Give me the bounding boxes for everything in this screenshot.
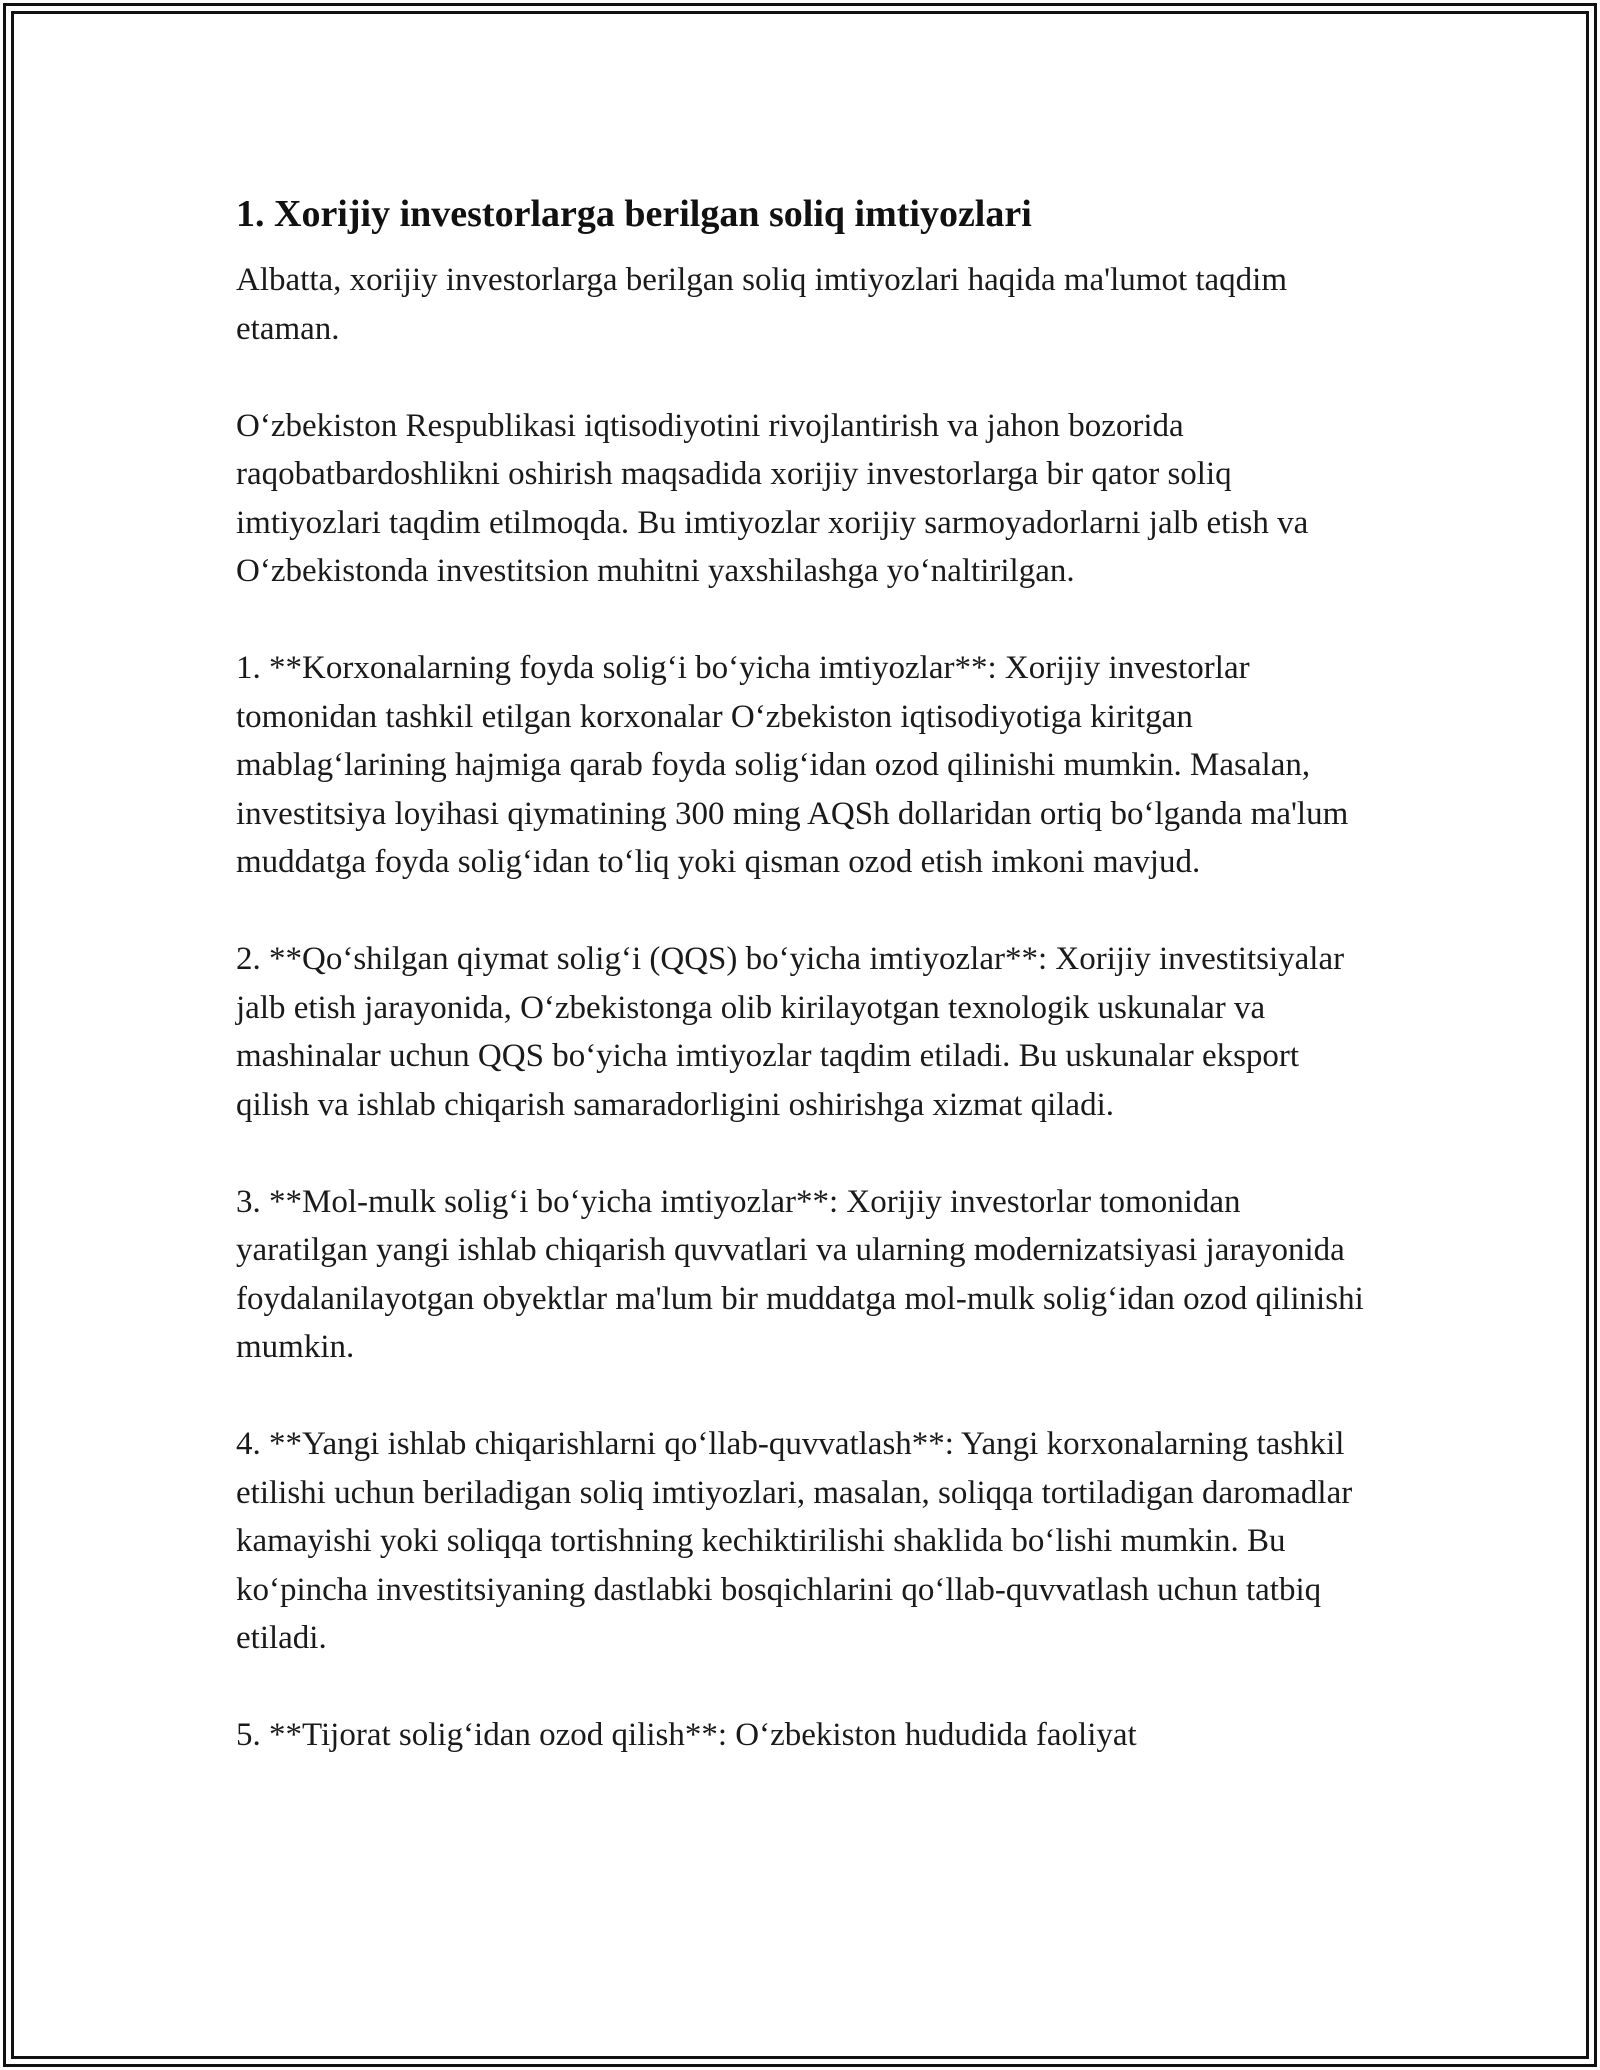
- context-paragraph: O‘zbekiston Respublikasi iqtisodiyotini rivojlantirish va jahon bozorida raqobatbardoshlikni oshirish maqsadida xorijiy investorlarga bir qator soliq imtiyozlari taqdim etilmoqda. Bu imtiyozlar xorijiy sarmoyadorlarni jalb etish va O‘zbekistonda investitsion muhitni yaxshilashga yo‘naltirilgan.: [236, 407, 1309, 589]
- document-body: [236, 188, 1376, 1760]
- list-item-commercial-tax: 5. **Tijorat solig‘idan ozod qilish**: O‘zbekiston hududida faoliyat: [236, 1717, 1137, 1753]
- list-item-new-production: 4. **Yangi ishlab chiqarishlarni qo‘llab-quvvatlash**: Yangi korxonalarning tashkil etilishi uchun beriladigan soliq imtiyozlari, masalan, soliqqa tortiladigan daromadlar kamayishi yoki soliqqa tortishning kechiktirilishi shaklida bo‘lishi mumkin. Bu ko‘pincha investitsiyaning dastlabki bosqichlarini qo‘llab-quvvatlash uchun tatbiq etiladi.: [236, 1426, 1353, 1656]
- document-title: 1. Xorijiy investorlarga berilgan soliq imtiyozlari: [236, 193, 1032, 235]
- list-item-vat: 2. **Qo‘shilgan qiymat solig‘i (QQS) bo‘yicha imtiyozlar**: Xorijiy investitsiyalar jalb etish jarayonida, O‘zbekistonga olib kirilayotgan texnologik uskunalar va mashinalar uchun QQS bo‘yicha imtiyozlar taqdim etiladi. Bu uskunalar eksport qilish va ishlab chiqarish samaradorligini oshirishga xizmat qiladi.: [236, 941, 1345, 1123]
- list-item-property-tax: 3. **Mol-mulk solig‘i bo‘yicha imtiyozlar**: Xorijiy investorlar tomonidan yaratilgan yangi ishlab chiqarish quvvatlari va ularning modernizatsiyasi jarayonida foydalanilayotgan obyektlar ma'lum bir muddatga mol-mulk solig‘idan ozod qilinishi mumkin.: [236, 1183, 1364, 1365]
- list-item-profit-tax: 1. **Korxonalarning foyda solig‘i bo‘yicha imtiyozlar**: Xorijiy investorlar tomonidan tashkil etilgan korxonalar O‘zbekiston iqtisodiyotiga kiritgan mablag‘larining hajmiga qarab foyda solig‘idan ozod qilinishi mumkin. Masalan, investitsiya loyihasi qiymatining 300 ming AQSh dollaridan ortiq bo‘lganda ma'lum muddatga foyda solig‘idan to‘liq yoki qisman ozod etish imkoni mavjud.: [236, 650, 1349, 880]
- intro-paragraph: Albatta, xorijiy investorlarga berilgan soliq imtiyozlari haqida ma'lumot taqdim etaman.: [236, 262, 1288, 347]
